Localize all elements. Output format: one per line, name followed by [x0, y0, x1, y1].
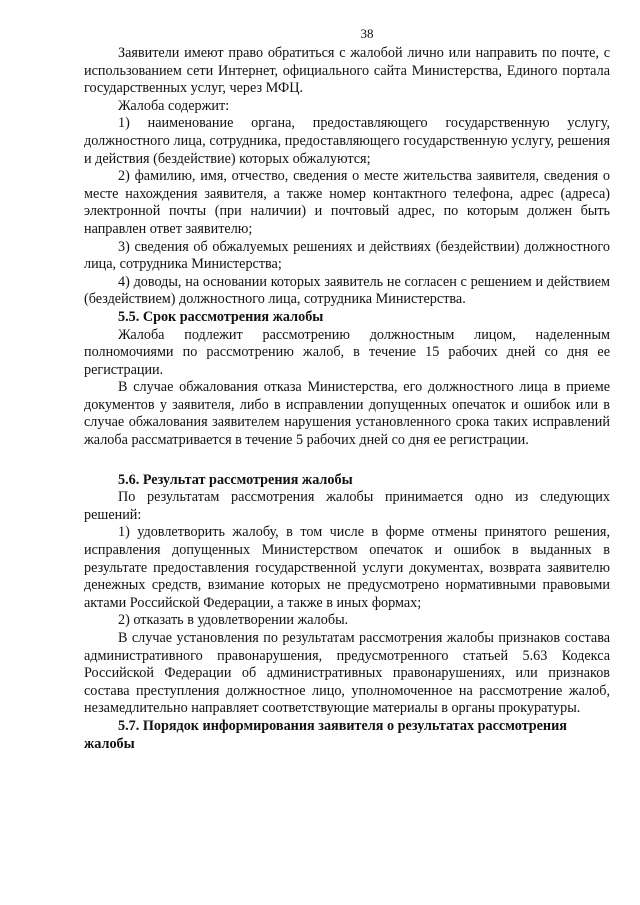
paragraph-refusal-review-term: В случае обжалования отказа Министерства, его должностного лица в приеме документов у заявителя, либо в исправлении допущенных опечаток и ошибок или в случае обжалования заявителем нарушения установленного срока таких исправлений жалоба рассматривается в течение 5 рабочих дней со дня ее регистрации.	[84, 379, 610, 449]
section-heading-5-5: 5.5. Срок рассмотрения жалобы	[118, 308, 324, 325]
paragraph-review-term: Жалоба подлежит рассмотрению должностным лицом, наделенным полномочиями по рассмотрению жалоб, в течение 15 рабочих дней со дня ее регистрации.	[84, 326, 610, 378]
list-item-4-arguments: 4) доводы, на основании которых заявитель не согласен с решением и действием (бездействием) должностного лица, сотрудника Министерства.	[84, 273, 610, 308]
section-heading-5-7: 5.7. Порядок информирования заявителя о результатах рассмотрения жалобы	[84, 717, 567, 752]
list-item-3-appealed-decisions: 3) сведения об обжалуемых решениях и действиях (бездействии) должностного лица, сотрудника Министерства;	[84, 238, 610, 273]
paragraph-right-to-complain: Заявители имеют право обратиться с жалобой лично или направить по почте, с использованием сети Интернет, официального сайта Министерства, Единого портала государственных услуг, через МФЦ.	[84, 45, 610, 97]
list-item-2-applicant-details: 2) фамилию, имя, отчество, сведения о месте жительства заявителя, сведения о месте нахождения заявителя, а также номер контактного телефона, адрес (адреса) электронной почты (при наличии) и почтовый адрес, по которым должен быть направлен ответ заявителю;	[84, 168, 610, 237]
paragraph-decision-options: По результатам рассмотрения жалобы принимается одно из следующих решений:	[84, 489, 610, 523]
list-item-1-authority-name: 1) наименование органа, предоставляющего государственную услугу, должностного лица, сотрудника, предоставляющего государственную услугу, решения и действия (бездействие) которых обжалуются;	[84, 115, 610, 167]
section-heading-5-6: 5.6. Результат рассмотрения жалобы	[118, 471, 353, 488]
paragraph-complaint-contains: Жалоба содержит:	[118, 97, 230, 114]
list-item-2-refuse: 2) отказать в удовлетворении жалобы.	[118, 612, 349, 629]
list-item-1-satisfy: 1) удовлетворить жалобу, в том числе в форме отмены принятого решения, исправления допущенных Министерством опечаток и ошибок в выданных в результате предоставления государственной услуги документах, возврата заявителю денежных средств, взимание которых не предусмотрено нормативными правовыми актами Российской Федерации, а также в иных формах;	[84, 524, 610, 611]
paragraph-prosecution-referral: В случае установления по результатам рассмотрения жалобы признаков состава административного правонарушения, предусмотренного статьей 5.63 Кодекса Российской Федерации об административных правонарушениях, или признаков состава преступления должностное лицо, уполномоченное на рассмотрение жалоб, незамедлительно направляет соответствующие материалы в органы прокуратуры.	[84, 630, 610, 717]
page-number: 38	[360, 26, 374, 41]
